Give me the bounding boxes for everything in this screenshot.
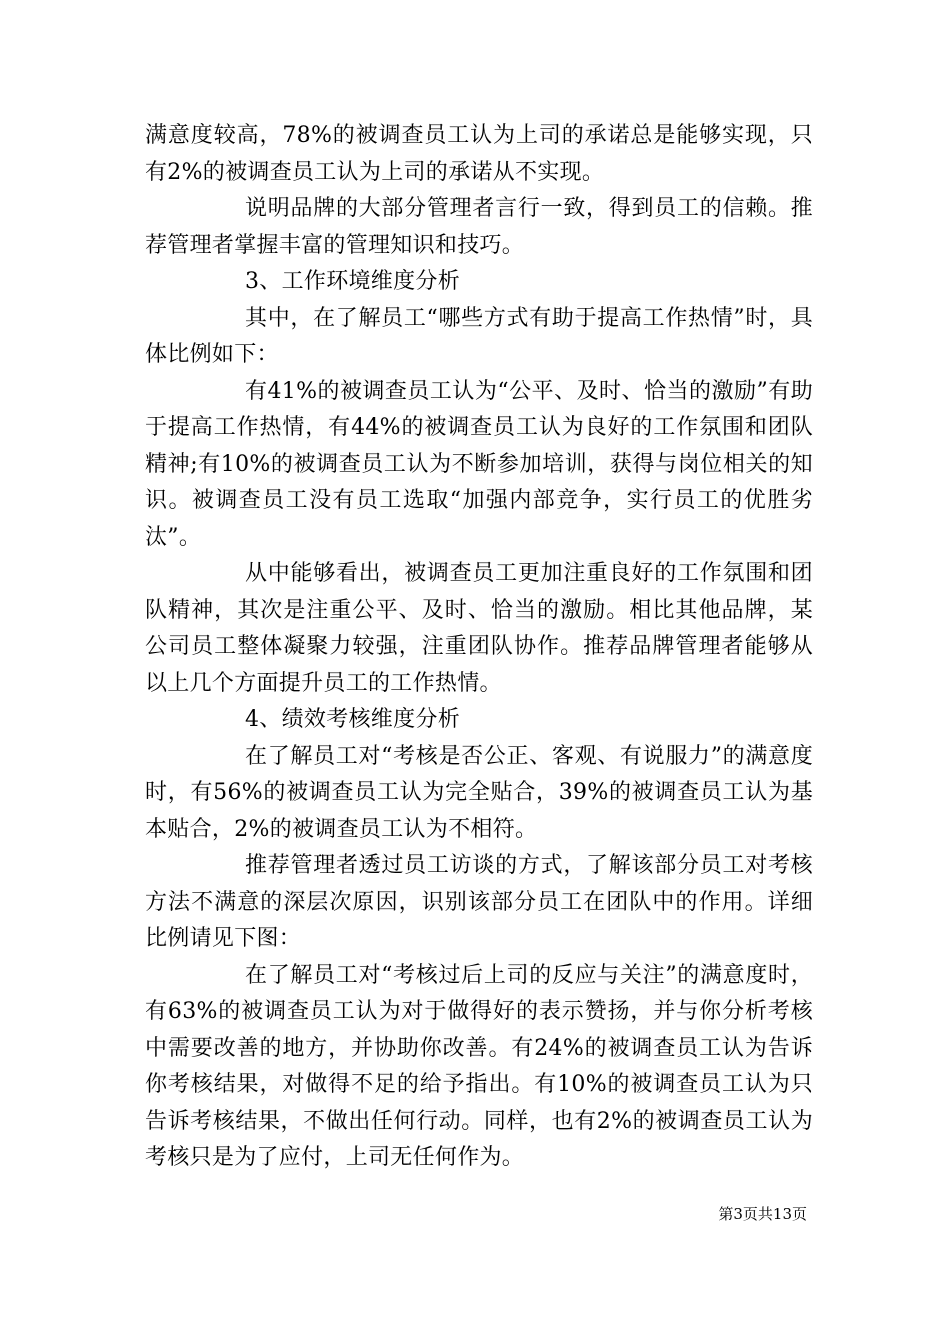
paragraph-work-enthusiasm-intro: 其中，在了解员工“哪些方式有助于提高工作热情”时，具体比例如下： — [145, 305, 813, 367]
paragraph-review-fairness: 在了解员工对“考核是否公正、客观、有说服力”的满意度时，有56%的被调查员工认为完全贴合，39%的被调查员工认为基本贴合，2%的被调查员工认为不相符。 — [145, 743, 813, 842]
document-body — [145, 118, 813, 1177]
paragraph-work-enthusiasm-ratios: 有41%的被调查员工认为“公平、及时、恰当的激励”有助于提高工作热情，有44%的被调查员工认为良好的工作氛围和团队精神;有10%的被调查员工认为不断参加培训，获得与岗位相关的知识。被调查员工没有员工选取“加强内部竞争，实行员工的优胜劣汰”。 — [145, 378, 813, 550]
paragraph-team-spirit-conclusion: 从中能够看出，被调查员工更加注重良好的工作氛围和团队精神，其次是注重公平、及时、恰当的激励。相比其他品牌，某公司员工整体凝聚力较强，注重团队协作。推荐品牌管理者能够从以上几个方面提升员工的工作热情。 — [145, 561, 813, 696]
paragraph-manager-consistency: 说明品牌的大部分管理者言行一致，得到员工的信赖。推荐管理者掌握丰富的管理知识和技巧。 — [145, 196, 813, 258]
paragraph-review-recommendation: 推荐管理者透过员工访谈的方式，了解该部分员工对考核方法不满意的深层次原因，识别该部分员工在团队中的作用。详细比例请见下图： — [145, 853, 813, 951]
page-number-label: 第3页共13页 — [718, 1205, 807, 1223]
paragraph-promise-satisfaction: 满意度较高，78%的被调查员工认为上司的承诺总是能够实现，只有2%的被调查员工认为上司的承诺从不实现。 — [145, 123, 813, 185]
paragraph-review-followup: 在了解员工对“考核过后上司的反应与关注”的满意度时，有63%的被调查员工认为对于做得好的表示赞扬，并与你分析考核中需要改善的地方，并协助你改善。有24%的被调查员工认为告诉你考核结果，对做得不足的给予指出。有10%的被调查员工认为只告诉考核结果，不做出任何行动。同样，也有2%的被调查员工认为考核只是为了应付，上司无任何作为。 — [145, 962, 813, 1170]
section-heading-work-environment: 3、工作环境维度分析 — [245, 269, 460, 294]
section-heading-performance-review: 4、绩效考核维度分析 — [245, 707, 460, 732]
page-footer — [0, 1203, 950, 1224]
